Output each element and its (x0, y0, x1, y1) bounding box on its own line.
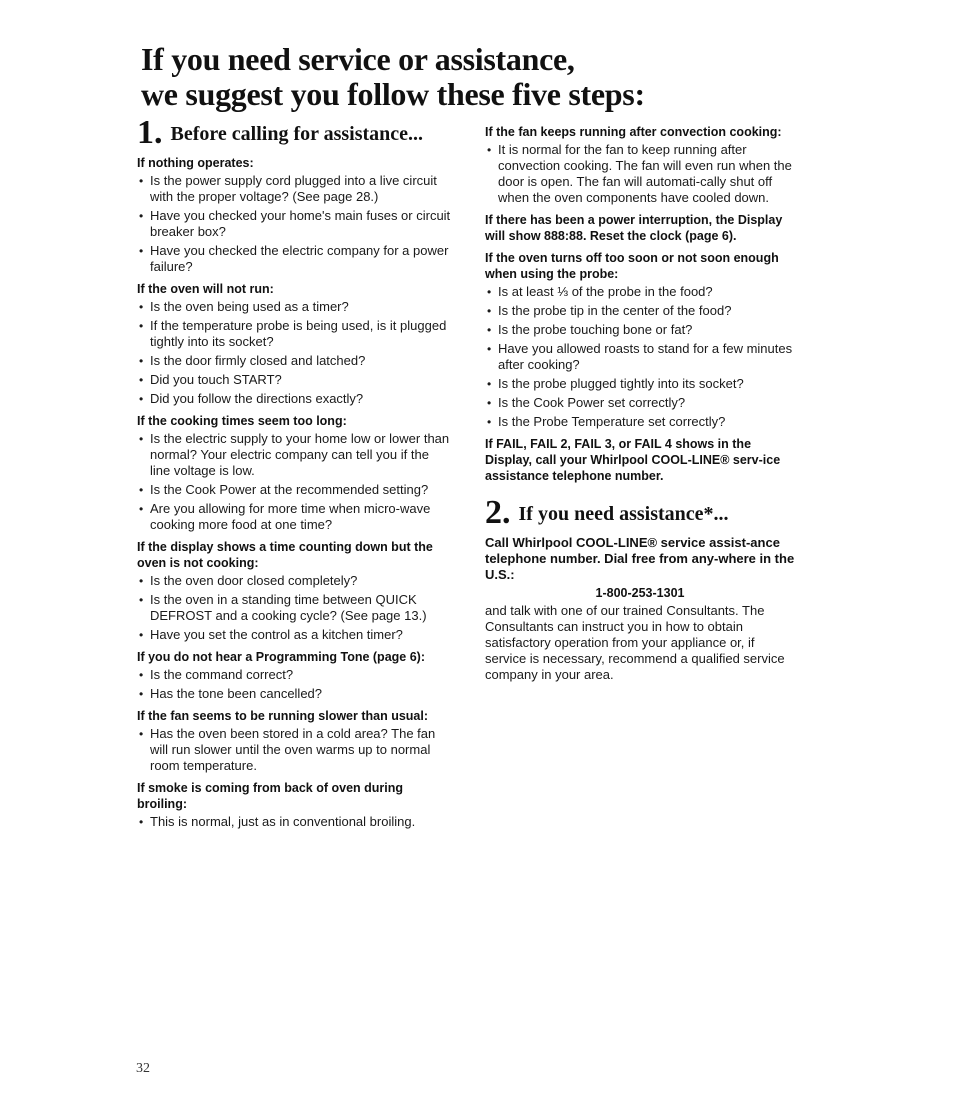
bullet-list (137, 667, 451, 702)
list-item: • Is the probe plugged tightly into its socket? (485, 376, 795, 392)
group-subheading: If you do not hear a Programming Tone (page 6): (137, 650, 425, 664)
list-item: • Is the Cook Power at the recommended setting? (137, 482, 451, 498)
list-item: • Is the door firmly closed and latched? (137, 353, 451, 369)
section-1-heading (137, 114, 451, 151)
section-2-lead: Call Whirlpool COOL-LINE® service assist-ance telephone number. Dial free from any-where in the U.S.: (485, 535, 795, 582)
list-item: • Is the Probe Temperature set correctly? (485, 414, 795, 430)
list-item: • Have you set the control as a kitchen timer? (137, 627, 451, 643)
right-column (485, 124, 795, 683)
page-title (141, 42, 841, 112)
group-subheading: If there has been a power interruption, the Display will show 888:88. Reset the clock (page 6). (485, 213, 783, 243)
group-subheading: If nothing operates: (137, 156, 254, 170)
list-item: • Is the power supply cord plugged into a live circuit with the proper voltage? (See page 28.) (137, 173, 451, 205)
left-column (137, 114, 451, 836)
troubleshooting-group (485, 250, 795, 430)
list-item: • Is the probe touching bone or fat? (485, 322, 795, 338)
bullet-list (137, 431, 451, 533)
troubleshooting-group (137, 780, 451, 830)
section-1-number: 1. (137, 114, 163, 151)
list-item: • Did you follow the directions exactly? (137, 391, 451, 407)
troubleshooting-group (137, 155, 451, 275)
group-subheading: If the oven turns off too soon or not soon enough when using the probe: (485, 251, 779, 281)
list-item: • Is at least ⅓ of the probe in the food? (485, 284, 795, 300)
list-item: • It is normal for the fan to keep running after convection cooking. The fan will even run when the door is open. The fan will automati-cally shut off when the oven components have cooled down. (485, 142, 795, 206)
group-subheading: If smoke is coming from back of oven during broiling: (137, 781, 404, 811)
section-2-heading-text: If you need assistance*... (518, 503, 729, 525)
bullet-list (137, 573, 451, 643)
bullet-list (137, 726, 451, 774)
list-item: • If the temperature probe is being used, is it plugged tightly into its socket? (137, 318, 451, 350)
troubleshooting-group (137, 649, 451, 702)
list-item: • Have you checked your home's main fuses or circuit breaker box? (137, 208, 451, 240)
list-item: • Is the electric supply to your home low or lower than normal? Your electric company can tell you if the line voltage is low. (137, 431, 451, 479)
group-subheading: If FAIL, FAIL 2, FAIL 3, or FAIL 4 shows in the Display, call your Whirlpool COOL-LINE® serv-ice assistance telephone number. (485, 437, 781, 483)
list-item: • Has the oven been stored in a cold area? The fan will run slower until the oven warms up to normal room temperature. (137, 726, 451, 774)
group-subheading: If the fan keeps running after convection cooking: (485, 125, 782, 139)
list-item: • Have you allowed roasts to stand for a few minutes after cooking? (485, 341, 795, 373)
section-2-number: 2. (485, 494, 511, 531)
list-item: • Is the probe tip in the center of the food? (485, 303, 795, 319)
title-line-1: If you need service or assistance, (141, 41, 575, 77)
list-item: • Has the tone been cancelled? (137, 686, 451, 702)
bullet-list (485, 142, 795, 206)
troubleshooting-group (137, 539, 451, 643)
page-number: 32 (136, 1061, 150, 1076)
troubleshooting-group (137, 708, 451, 774)
group-subheading: If the cooking times seem too long: (137, 414, 347, 428)
group-subheading: If the oven will not run: (137, 282, 274, 296)
list-item: • This is normal, just as in conventional broiling. (137, 814, 451, 830)
section-1-continued-groups (485, 124, 795, 484)
list-item: • Is the command correct? (137, 667, 451, 683)
group-subheading: If the display shows a time counting down but the oven is not cooking: (137, 540, 433, 570)
bullet-list (137, 173, 451, 275)
list-item: • Are you allowing for more time when micro-wave cooking more food at one time? (137, 501, 451, 533)
list-item: • Did you touch START? (137, 372, 451, 388)
section-1-heading-text: Before calling for assistance... (170, 123, 424, 145)
bullet-list (137, 299, 451, 407)
phone-number: 1-800-253-1301 (595, 586, 685, 600)
list-item: • Have you checked the electric company for a power failure? (137, 243, 451, 275)
troubleshooting-group (137, 413, 451, 533)
troubleshooting-group (137, 281, 451, 407)
list-item: • Is the oven door closed completely? (137, 573, 451, 589)
troubleshooting-group (485, 124, 795, 206)
bullet-list (137, 814, 451, 830)
troubleshooting-group (485, 212, 795, 244)
troubleshooting-group (485, 436, 795, 484)
bullet-list (485, 284, 795, 430)
list-item: • Is the Cook Power set correctly? (485, 395, 795, 411)
title-line-2: we suggest you follow these five steps: (141, 76, 645, 112)
section-2-heading (485, 494, 795, 531)
group-subheading: If the fan seems to be running slower than usual: (137, 709, 429, 723)
list-item: • Is the oven being used as a timer? (137, 299, 451, 315)
list-item: • Is the oven in a standing time between QUICK DEFROST and a cooking cycle? (See page 13.) (137, 592, 451, 624)
section-1-groups (137, 155, 451, 830)
section-2-body: and talk with one of our trained Consultants. The Consultants can instruct you in how to obtain satisfactory operation from your appliance or, if service is necessary, recommend a qualified service company in your area. (485, 603, 785, 682)
